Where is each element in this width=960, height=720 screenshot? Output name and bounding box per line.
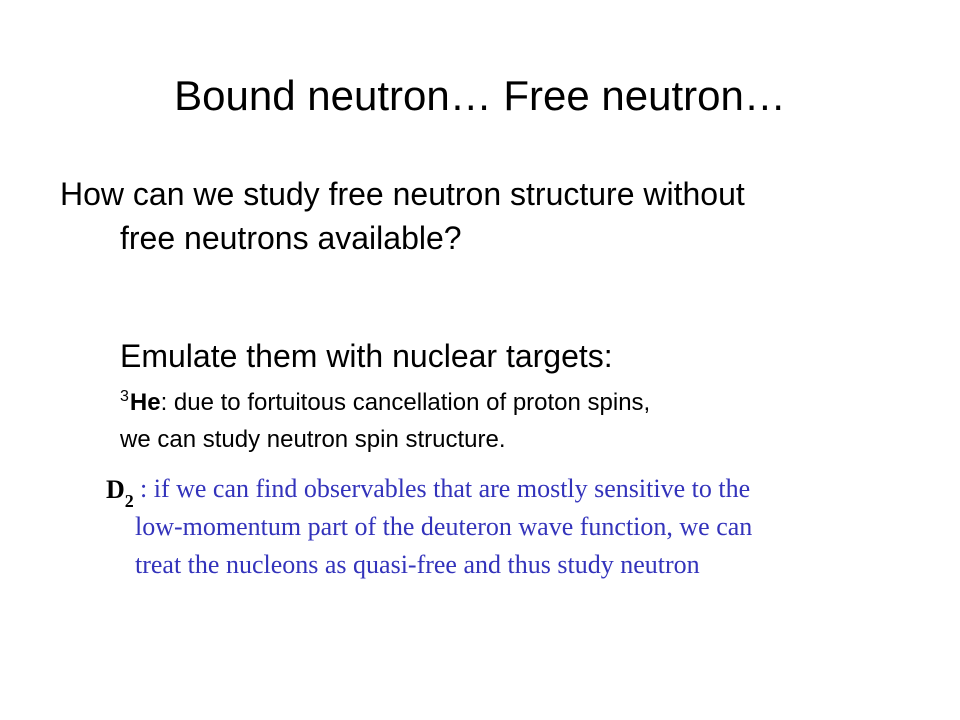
slide-title: Bound neutron… Free neutron… [174,72,786,119]
question-line-1: How can we study free neutron structure without [60,176,745,212]
he3-bullet-line-1 [120,384,650,425]
he3-description: : due to fortuitous cancellation of proton spins, [160,389,651,416]
question-line-2: free neutrons available? [120,220,462,256]
he3-mass-number: 3 [120,388,129,405]
deuteron-symbol: D [106,475,125,504]
deuteron-subscript: 2 [124,491,134,511]
emulate-heading: Emulate them with nuclear targets: [120,338,613,374]
he3-symbol: He [129,389,161,416]
deuteron-label [106,470,134,512]
deuteron-line-1: : if we can find observables that are mostly sensitive to the [140,474,751,503]
deuteron-line-3: treat the nucleons as quasi-free and thus study neutron [135,550,700,579]
he3-bullet-line-2: we can study neutron spin structure. [120,426,506,453]
deuteron-line-2: low-momentum part of the deuteron wave function, we can [135,512,753,541]
